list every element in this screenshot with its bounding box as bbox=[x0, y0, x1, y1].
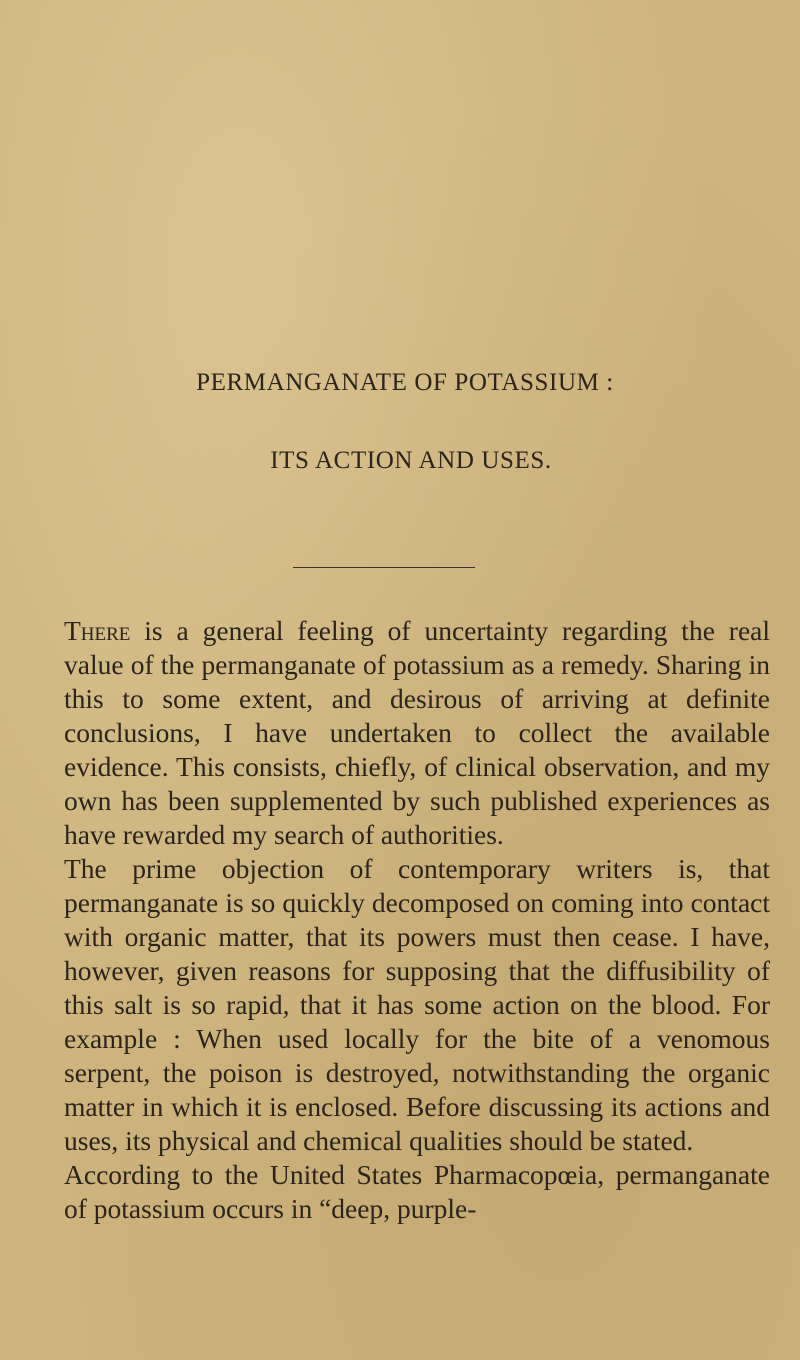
body-text bbox=[64, 614, 770, 1226]
paragraph-1 bbox=[64, 614, 770, 852]
paragraph-1-text: is a general feeling of uncertainty regarding the real value of the permanganate of potassium as a remedy. Sharing in this to some extent, and desirous of arriving at definite conclusions, I have undertaken to collect the available evidence. This consists, chiefly, of clinical observation, and my own has been supplemented by such published experiences as have rewarded my search of authorities. bbox=[64, 615, 770, 850]
paragraph-2: The prime objection of contemporary writers is, that permanganate is so quickly decomposed on coming into contact with organic matter, that its powers must then cease. I have, however, given reasons for supposing that the diffusibility of this salt is so rapid, that it has some action on the blood. For example : When used locally for the bite of a venomous serpent, the poison is destroyed, notwithstanding the organic matter in which it is enclosed. Before discussing its actions and uses, its physical and chemical qualities should be stated. bbox=[64, 853, 770, 1156]
drop-word: There bbox=[64, 615, 131, 646]
title-line-2: ITS ACTION AND USES. bbox=[270, 447, 552, 474]
paragraph-3: According to the United States Pharmacopœia, permanganate of potassium occurs in “deep, purple- bbox=[64, 1159, 770, 1224]
title-line-1: PERMANGANATE OF POTASSIUM : bbox=[196, 369, 614, 396]
title-divider bbox=[293, 567, 475, 568]
